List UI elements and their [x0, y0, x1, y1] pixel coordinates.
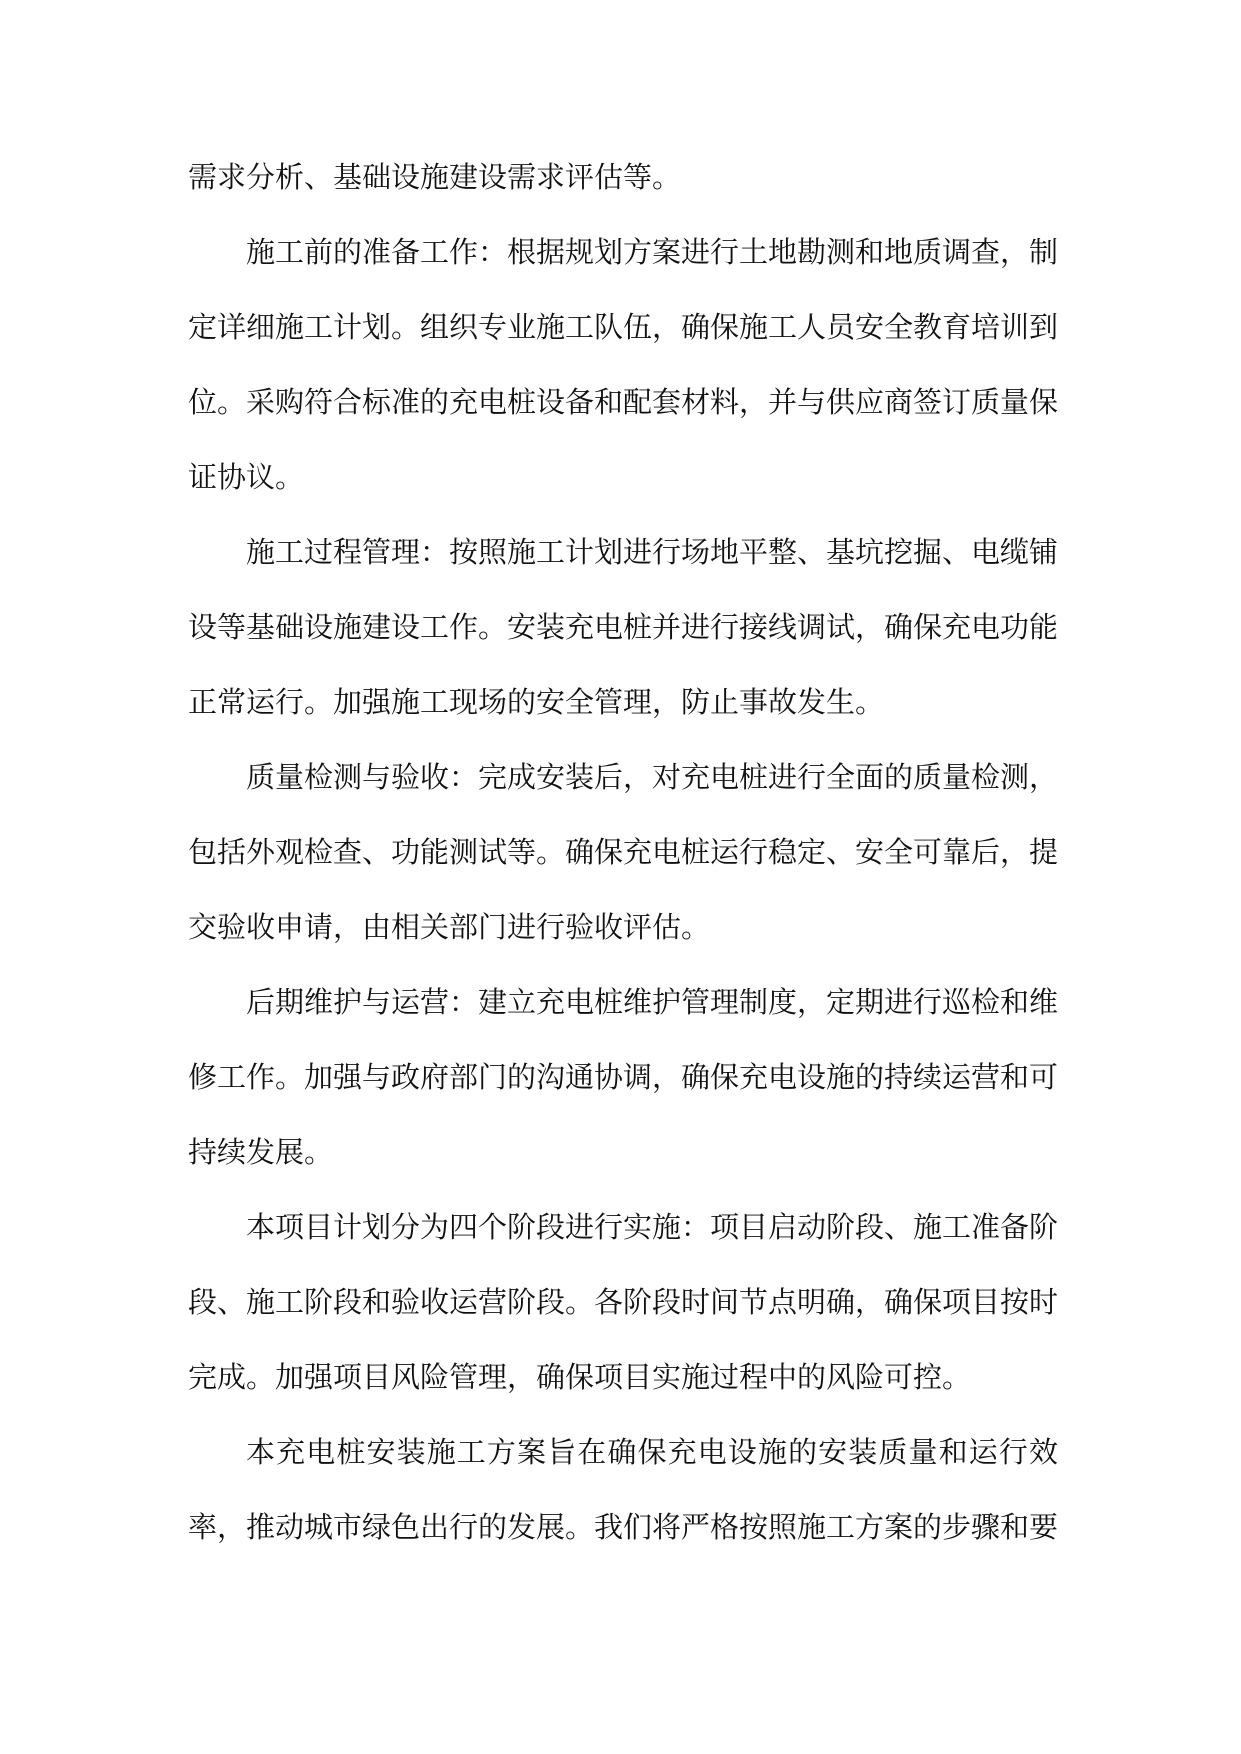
paragraph-project-phases: 本项目计划分为四个阶段进行实施：项目启动阶段、施工准备阶段、施工阶段和验收运营阶段。各阶段时间节点明确，确保项目按时完成。加强项目风险管理，确保项目实施过程中的风险可控。 [188, 1210, 1059, 1394]
paragraph-continuation: 需求分析、基础设施建设需求评估等。 [188, 160, 682, 194]
paragraph-construction-management: 施工过程管理：按照施工计划进行场地平整、基坑挖掘、电缆铺设等基础设施建设工作。安装充电桩并进行接线调试，确保充电功能正常运行。加强施工现场的安全管理，防止事故发生。 [188, 535, 1059, 719]
document-body [188, 140, 1058, 1565]
paragraph-preparation: 施工前的准备工作：根据规划方案进行土地勘测和地质调查，制定详细施工计划。组织专业施工队伍，确保施工人员安全教育培训到位。采购符合标准的充电桩设备和配套材料，并与供应商签订质量保证协议。 [188, 235, 1059, 494]
paragraph-quality-inspection: 质量检测与验收：完成安装后，对充电桩进行全面的质量检测，包括外观检查、功能测试等。确保充电桩运行稳定、安全可靠后，提交验收申请，由相关部门进行验收评估。 [188, 760, 1059, 944]
paragraph-maintenance: 后期维护与运营：建立充电桩维护管理制度，定期进行巡检和维修工作。加强与政府部门的沟通协调，确保充电设施的持续运营和可持续发展。 [188, 985, 1059, 1169]
paragraph-conclusion: 本充电桩安装施工方案旨在确保充电设施的安装质量和运行效率，推动城市绿色出行的发展。我们将严格按照施工方案的步骤和要 [188, 1435, 1059, 1544]
